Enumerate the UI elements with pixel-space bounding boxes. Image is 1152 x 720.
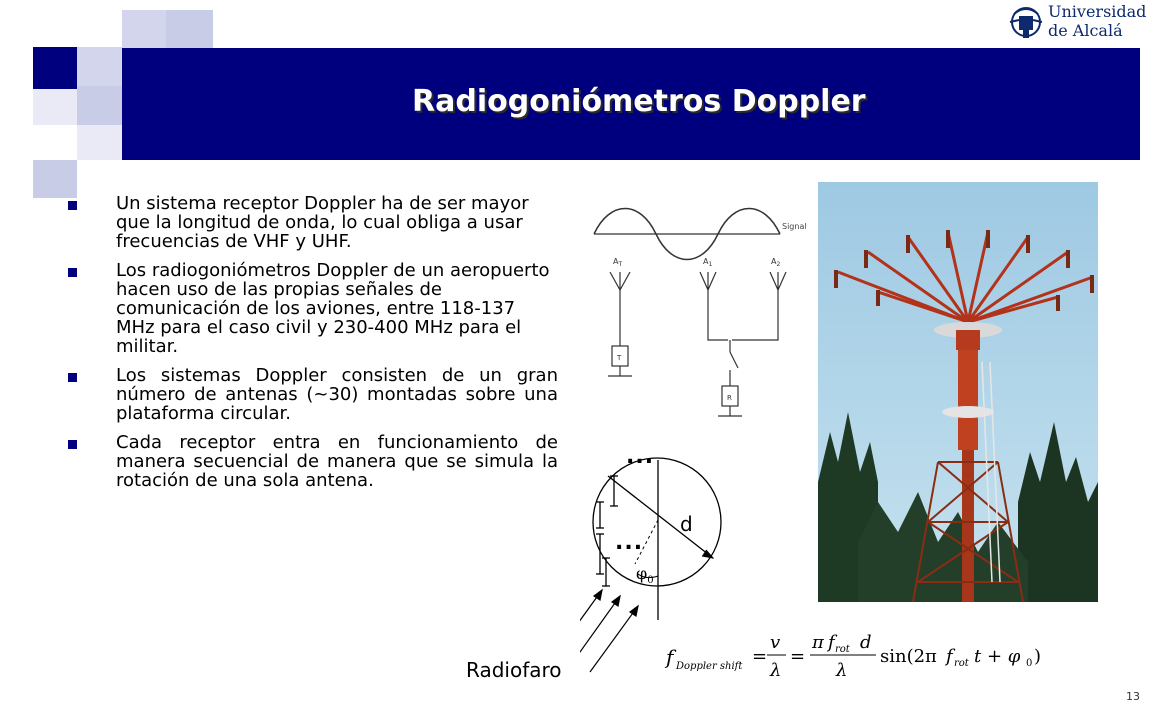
svg-text:=: = [752, 646, 768, 667]
deco-square [33, 89, 77, 125]
list-item [62, 261, 552, 356]
signal-label: Signal [782, 222, 807, 231]
antenna-symbols [608, 272, 786, 416]
deco-square [122, 10, 166, 48]
svg-text:π: π [812, 632, 824, 653]
transmitter-box-label: T [617, 354, 622, 362]
bullet-text: Los radiogoniómetros Doppler de un aeropuerto hacen uso de las propias señales de comunicación de los aviones, entre 118-137 MHz para el caso civil y 230-400 MHz para el militar. [116, 260, 550, 357]
svg-text:f: f [828, 632, 835, 653]
svg-text:t + φ: t + φ [974, 646, 1021, 667]
bullet-square-icon [68, 201, 77, 210]
bullet-square-icon [68, 440, 77, 449]
svg-text:sin(2π: sin(2π [880, 646, 937, 667]
antenna-label: $A_T$ [613, 257, 623, 268]
svg-text:f: f [666, 645, 674, 669]
bullet-square-icon [68, 268, 77, 277]
list-item [62, 194, 536, 251]
deco-square [77, 47, 122, 89]
deco-square [77, 125, 122, 160]
logo-line-2: de Alcalá [1048, 21, 1123, 40]
bullet-list [62, 194, 558, 500]
page-title: Radiogoniómetros Doppler [412, 84, 866, 119]
svg-text:): ) [1034, 646, 1042, 667]
doppler-shift-formula [664, 628, 1052, 684]
beacon-label: Radiofaro [466, 658, 562, 682]
doppler-diagram [580, 180, 840, 700]
list-item [62, 366, 558, 423]
angle-label: $\varphi_0$ [636, 564, 654, 587]
svg-text:Doppler shift: Doppler shift [676, 661, 743, 672]
svg-text:v: v [770, 632, 781, 653]
doppler-antenna-tower-photo [818, 182, 1098, 602]
svg-text:=: = [790, 646, 806, 667]
deco-square [77, 86, 122, 125]
page-number: 13 [1126, 690, 1140, 703]
svg-text:rot: rot [954, 658, 969, 669]
svg-text:f: f [946, 646, 953, 667]
svg-text:0: 0 [1026, 658, 1033, 669]
receiver-box-label: R [727, 394, 732, 402]
list-item [62, 433, 558, 490]
bullet-square-icon [68, 373, 77, 382]
university-crest-icon [1006, 2, 1046, 42]
bullet-text: Los sistemas Doppler consisten de un gran número de antenas (~30) montadas sobre una plataforma circular. [116, 365, 558, 424]
ellipsis-lower: ... [615, 530, 644, 555]
antenna-label: $A_2$ [771, 257, 781, 268]
logo-line-1: Universidad [1048, 2, 1147, 21]
deco-square [166, 10, 213, 48]
svg-text:d: d [860, 632, 872, 653]
distance-label: d [680, 512, 693, 536]
bullet-text: Un sistema receptor Doppler ha de ser mayor que la longitud de onda, lo cual obliga a usar frecuencias de VHF y UHF. [116, 193, 529, 252]
deco-square [33, 47, 77, 89]
svg-text:λ: λ [836, 660, 848, 681]
svg-text:λ: λ [770, 660, 782, 681]
antenna-label: $A_1$ [703, 257, 713, 268]
deco-square [33, 160, 77, 198]
bullet-text: Cada receptor entra en funcionamiento de manera secuencial de manera que se simula la rotación de una sola antena. [116, 432, 558, 491]
svg-text:rot: rot [835, 644, 850, 655]
university-logo [1006, 2, 1146, 42]
ellipsis-upper: ... [626, 444, 655, 469]
